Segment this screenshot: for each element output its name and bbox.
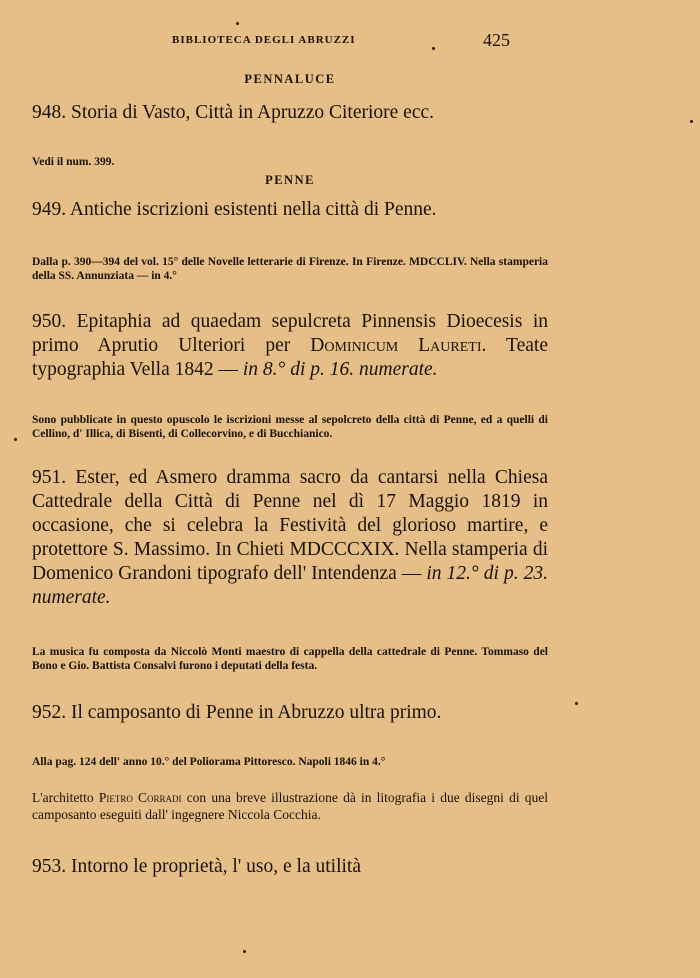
entry-950-note: Sono pubblicate in questo opuscolo le iscrizioni messe al sepolcreto della città di Penne, ed a quelli di Cellino, d' Illica, di Bisenti, di Collecorvino, e di Bucchianico. xyxy=(32,414,548,440)
entry-952-note-2-text-a: L'architetto xyxy=(32,790,99,805)
entry-952-note-2-text-b: con una breve illustrazione dà in litografia i due disegni di quel camposanto eseguiti dall' ingegnere Niccola Cocchia. xyxy=(32,790,548,822)
paper-speck xyxy=(575,702,578,705)
entry-948-note: Vedi il num. 399. xyxy=(32,156,115,168)
paper-speck xyxy=(14,438,17,441)
entry-949-note: Dalla p. 390—394 del vol. 15° delle Novelle letterarie di Firenze. In Firenze. MDCCLIV. Nella stamperia della SS. Annunziata — in 4.° xyxy=(32,256,548,282)
paper-speck xyxy=(236,22,239,25)
entry-950-imprint: . Teate typographia Vella 1842 — xyxy=(32,335,548,380)
paper-speck xyxy=(690,120,693,123)
page-number: 425 xyxy=(483,30,510,50)
entry-950-author: Dominicum Laureti xyxy=(310,335,482,356)
entry-950-title: 950. Epitaphia ad quaedam sepulcreta Pinnensis Dioecesis in primo Aprutio Ulteriori per xyxy=(32,311,548,356)
entry-950 xyxy=(32,310,548,382)
entry-952-note-1: Alla pag. 124 dell' anno 10.° del Poliorama Pittoresco. Napoli 1846 in 4.° xyxy=(32,756,386,768)
entry-951-title: 951. Ester, ed Asmero dramma sacro da cantarsi nella Chiesa Cattedrale della Città di Penne nel dì 17 Maggio 1819 in occasione, che si celebra la Festività del glorioso martire, e protettore S. Massimo. In Chieti MDCCCXIX. Nella stamperia di Domenico Grandoni tipografo dell' Intendenza — xyxy=(32,467,548,584)
paper-speck xyxy=(432,47,435,50)
entry-948: 948. Storia di Vasto, Città in Apruzzo Citeriore ecc. xyxy=(32,102,435,123)
entry-951-note: La musica fu composta da Niccolò Monti maestro di cappella della cattedrale di Penne. Tommaso del Bono e Gio. Battista Consalvi furono i deputati della festa. xyxy=(32,646,548,672)
entry-952-note-2-author: Pietro Corradi xyxy=(98,790,182,805)
entry-952-note-2 xyxy=(32,789,548,823)
section-heading-penne: PENNE xyxy=(265,173,315,187)
entry-950-format: in 8.° di p. 16. numerate. xyxy=(242,359,438,380)
entry-949: 949. Antiche iscrizioni esistenti nella città di Penne. xyxy=(32,199,437,220)
entry-952: 952. Il camposanto di Penne in Abruzzo ultra primo. xyxy=(32,702,442,723)
running-title: BIBLIOTECA DEGLI ABRUZZI xyxy=(172,34,356,46)
entry-951-format: in 12.° di p. 23. numerate. xyxy=(32,563,549,608)
entry-951 xyxy=(32,466,548,610)
paper-speck xyxy=(243,950,246,953)
entry-953: 953. Intorno le proprietà, l' uso, e la utilità xyxy=(32,856,361,877)
page-header xyxy=(0,30,700,52)
section-heading-pennaluce: PENNALUCE xyxy=(244,72,336,86)
